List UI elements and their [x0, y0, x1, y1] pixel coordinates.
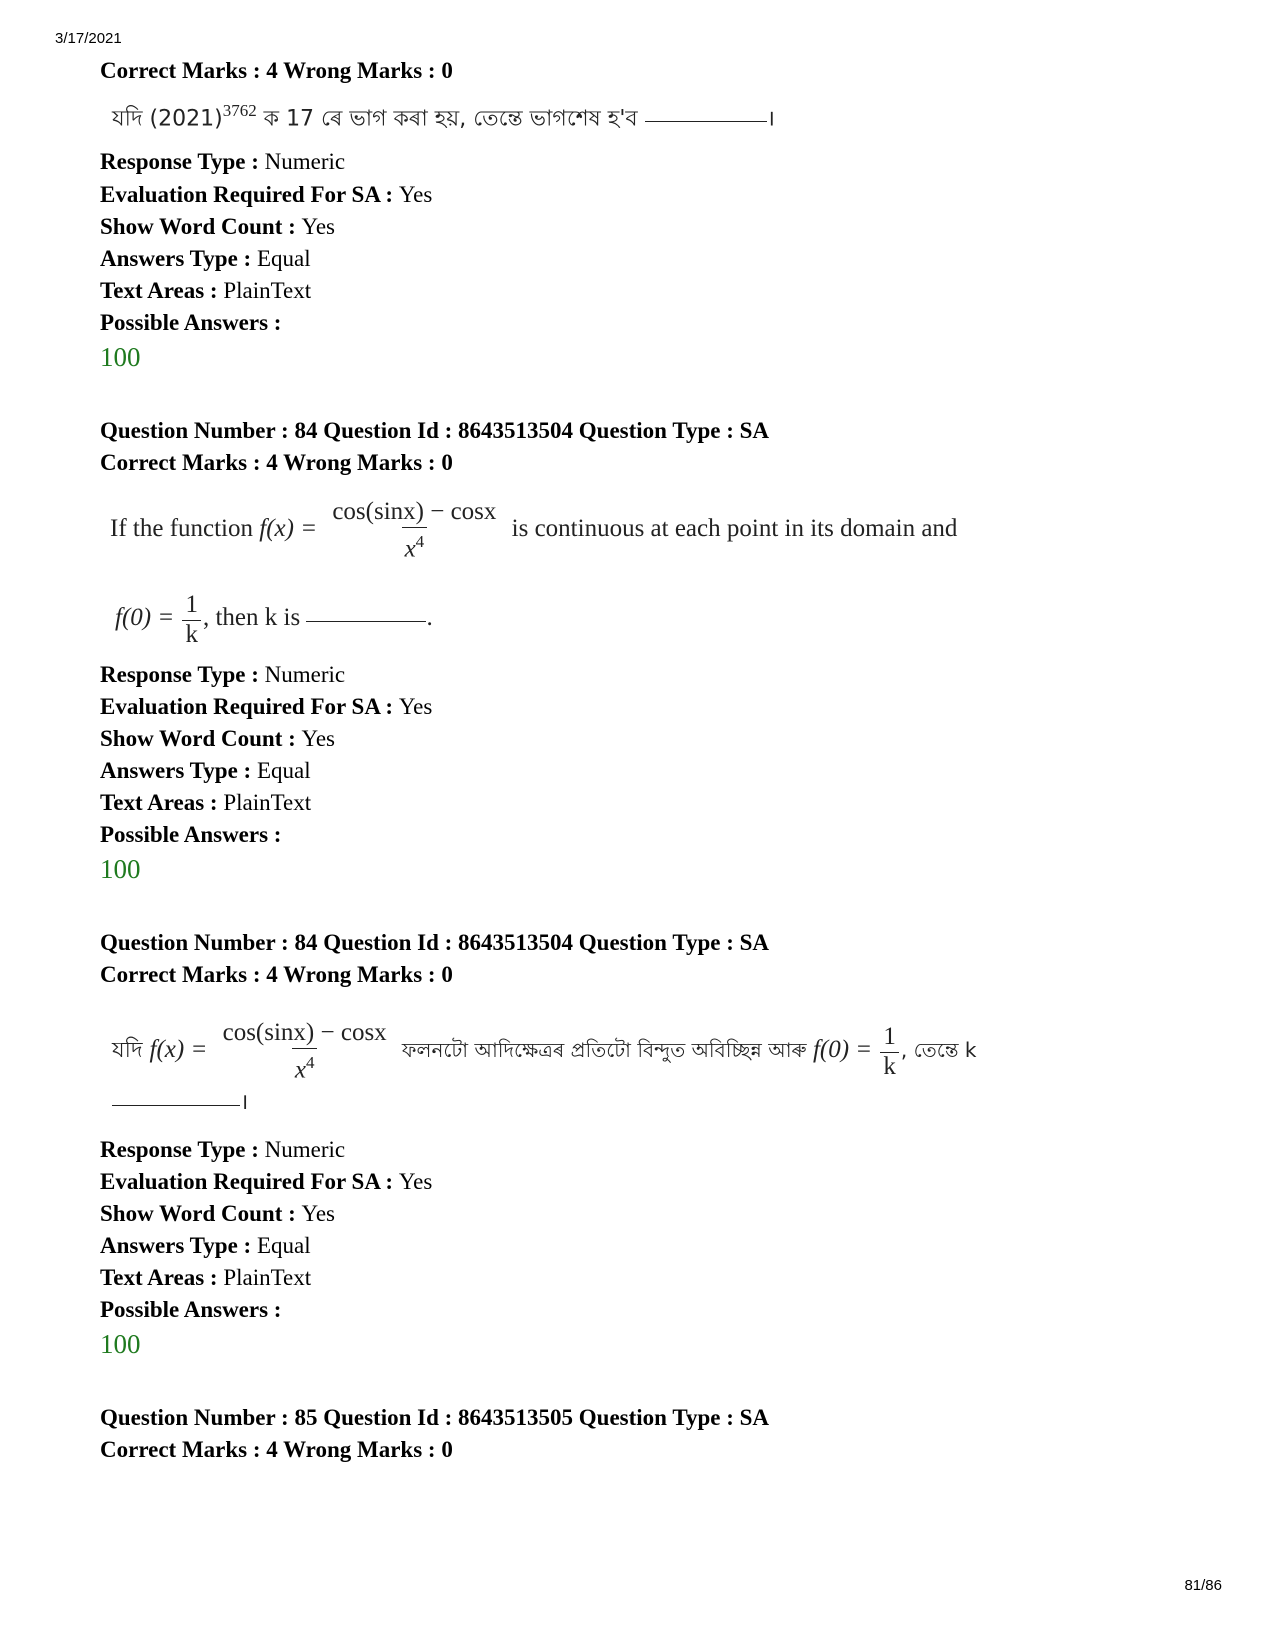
text-areas-line: Text Areas : PlainText [100, 278, 312, 303]
answers-type-line: Answers Type : Equal [100, 1233, 311, 1258]
question-header: Question Number : 84 Question Id : 8643513504 Question Type : SA [100, 930, 770, 955]
correct-marks-line: Correct Marks : 4 Wrong Marks : 0 [100, 962, 453, 987]
text-areas-line: Text Areas : PlainText [100, 1265, 312, 1290]
question-image-assamese-remainder: যদি $(2021)^{3762}$ ক 17 ৰে ভাগ কৰা হয়, তেন্তে ভাগশেষ হ'ব । [112, 101, 775, 132]
question-header: Question Number : 84 Question Id : 8643513504 Question Type : SA [100, 418, 770, 443]
page-number: 81/86 [1184, 1577, 1222, 1594]
possible-answer-value: 100 [100, 854, 141, 884]
print-date: 3/17/2021 [55, 30, 122, 47]
possible-answers-label: Possible Answers : [100, 310, 282, 335]
question-image-assamese-continuity: যদি f(x) = $\frac{\cos(\sin x) - \cos x}{x^4}$ ফলনটো আদিক্ষেত্ৰৰ প্ৰতিটো বিন্দুত অবিচ্ছিন্ন আৰু f(0) = $\frac{1}{k}$ , তেন্তে k [112, 1019, 977, 1084]
question-header: Question Number : 85 Question Id : 8643513505 Question Type : SA [100, 1405, 770, 1430]
fraction: $\frac{\cos(\sin x) - \cos x}{x^4}$ [222, 1019, 387, 1084]
show-word-count-line: Show Word Count : Yes [100, 726, 335, 751]
correct-marks-line: Correct Marks : 4 Wrong Marks : 0 [100, 1437, 453, 1462]
question-image-english-condition: f(0) = $\frac{1}{k}$ , then k is . [115, 591, 433, 648]
show-word-count-line: Show Word Count : Yes [100, 214, 335, 239]
answers-type-line: Answers Type : Equal [100, 758, 311, 783]
correct-marks-line: Correct Marks : 4 Wrong Marks : 0 [100, 450, 453, 475]
evaluation-required-line: Evaluation Required For SA : Yes [100, 1169, 433, 1194]
evaluation-required-line: Evaluation Required For SA : Yes [100, 182, 433, 207]
correct-marks-line: Correct Marks : 4 Wrong Marks : 0 [100, 58, 453, 83]
question-image-assamese-blank: । [112, 1086, 248, 1116]
possible-answer-value: 100 [100, 1329, 141, 1359]
evaluation-required-line: Evaluation Required For SA : Yes [100, 694, 433, 719]
question-image-english-continuity: If the function f(x) = $\frac{\cos(\sin x) - \cos x}{x^4}$ is continuous at each point in its domain and [110, 498, 958, 563]
possible-answers-label: Possible Answers : [100, 822, 282, 847]
response-type-line: Response Type : Numeric [100, 1137, 346, 1162]
text-areas-line: Text Areas : PlainText [100, 790, 312, 815]
possible-answer-value: 100 [100, 342, 141, 372]
fraction: $\frac{\cos(\sin x) - \cos x}{x^4}$ [332, 498, 497, 563]
answers-type-line: Answers Type : Equal [100, 246, 311, 271]
response-type-line: Response Type : Numeric [100, 149, 346, 174]
show-word-count-line: Show Word Count : Yes [100, 1201, 335, 1226]
possible-answers-label: Possible Answers : [100, 1297, 282, 1322]
response-type-line: Response Type : Numeric [100, 662, 346, 687]
